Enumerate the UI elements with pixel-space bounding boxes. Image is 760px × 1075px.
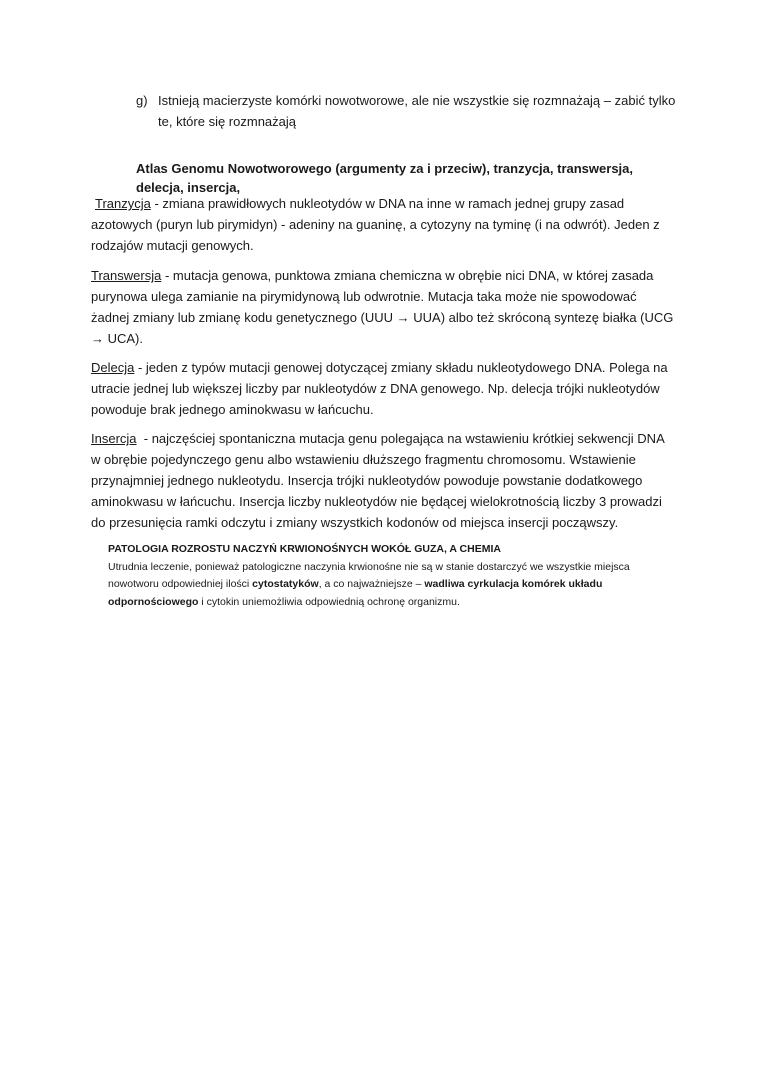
patologia-title: PATOLOGIA ROZROSTU NACZYŃ KRWIONOŚNYCH WOKÓŁ GUZA, A CHEMIA — [108, 543, 501, 555]
term-delecja: Delecja — [91, 360, 135, 375]
definition-transwersja: - mutacja genowa, punktowa zmiana chemiczna w obrębie nici DNA, w której zasada purynowa ulega zamianie na pirymidynową lub odwrotnie. Mutacja taka może nie spowodować żadnej zmiany lub zmianę kodu genetycznego (UUU → UUA) albo też skróconą syntezę białka (UCG → UCA). — [91, 268, 674, 346]
paragraph-insercja — [91, 428, 676, 533]
patologia-text — [108, 559, 668, 612]
paragraph-delecja — [91, 357, 676, 420]
patologia-bold-cyrkulacja: wadliwa cyrkulacja komórek układu odpornościowego — [108, 578, 603, 608]
term-insercja: Insercja — [91, 431, 137, 446]
paragraph-tranzycja — [91, 193, 676, 256]
patologia-text-part1: Utrudnia leczenie, ponieważ patologiczne naczynia krwionośne nie są w stanie dostarczyć we wszystkie miejsca nowotworu odpowiedniej ilości — [108, 560, 630, 590]
patologia-section — [108, 541, 668, 611]
paragraph-transwersja — [91, 265, 676, 349]
definition-delecja: - jeden z typów mutacji genowej dotyczącej zmiany składu nukleotydowego DNA. Polega na utracie jednej lub większej liczby par nukleotydów z DNA genowego. Np. delecja trójki nukleotydów powoduje brak jednego aminokwasu w łańcuchu. — [91, 360, 668, 417]
patologia-text-part3: i cytokin uniemożliwia odpowiednią ochronę organizmu. — [198, 595, 460, 608]
patologia-bold-cytostatyki: cytostatyków — [252, 578, 319, 590]
definition-tranzycja: - zmiana prawidłowych nukleotydów w DNA na inne w ramach jednej grupy zasad azotowych (puryn lub pirymidyn) - adeniny na guaninę, a cytozyny na tyminę (i na odwrót). Jeden z rodzajów mutacji genowych. — [91, 196, 660, 253]
section-heading: Atlas Genomu Nowotworowego (argumenty za i przeciw), tranzycja, transwersja, delecja, insercja, — [136, 161, 633, 195]
definition-insercja: - najczęściej spontaniczna mutacja genu polegająca na wstawieniu krótkiej sekwencji DNA w obrębie pojedynczego genu albo wstawieniu dłuższego fragmentu chromosomu. Wstawienie przynajmniej jednego nukleotydu. Insercja trójki nukleotydów powoduje powstanie dodatkowego aminokwasu w łańcuchu. Insercja liczby nukleotydów nie będącej wielokrotnością liczby 3 prowadzi do przesunięcia ramki odczytu i zmiany wszystkich kodonów od miejsca insercji począwszy. — [91, 431, 668, 530]
list-item-marker: g) — [136, 93, 148, 108]
term-tranzycja: Tranzycja — [95, 196, 151, 211]
list-item-g — [136, 90, 676, 132]
list-item-text: Istnieją macierzyste komórki nowotworowe, ale nie wszystkie się rozmnażają – zabić tylko te, które się rozmnażają — [158, 93, 676, 129]
patologia-text-part2: , a co najważniejsze – — [318, 578, 425, 590]
term-transwersja: Transwersja — [91, 268, 162, 283]
